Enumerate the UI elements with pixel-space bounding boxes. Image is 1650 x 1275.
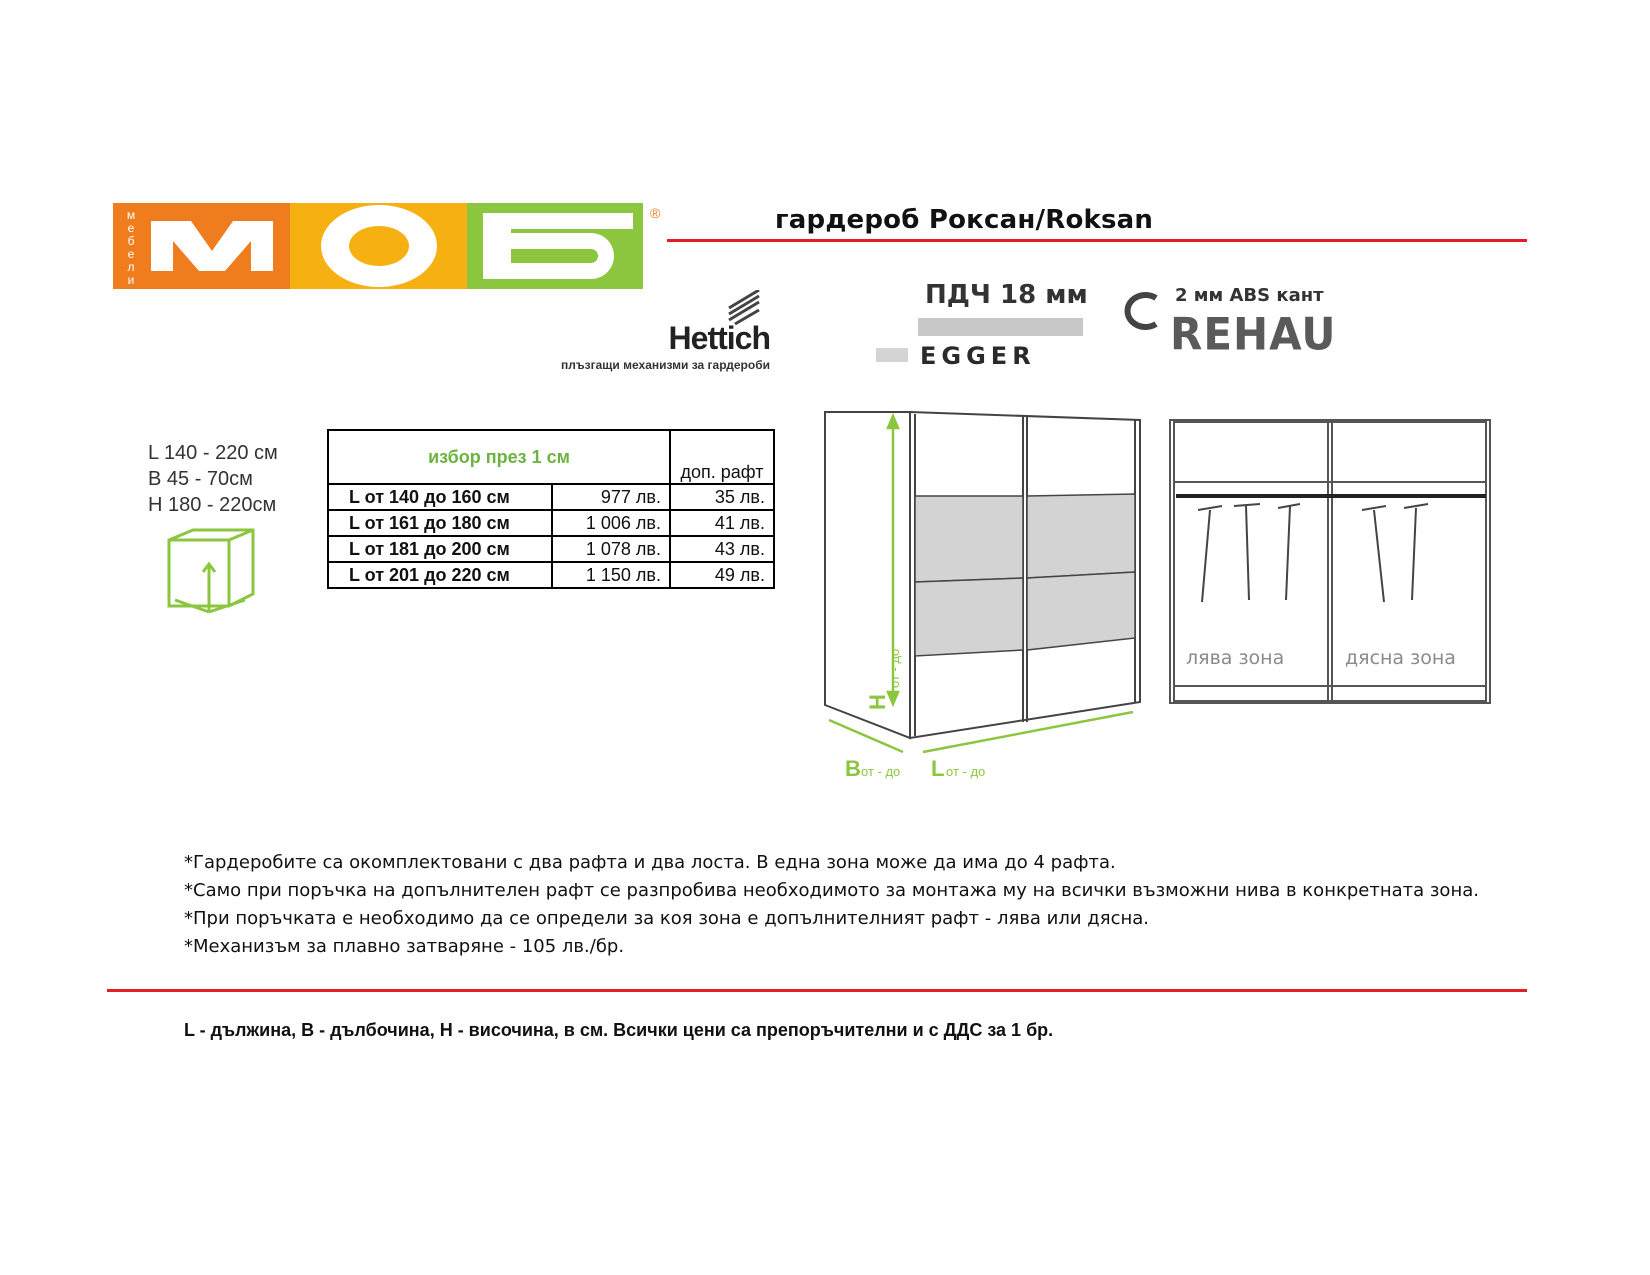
egger-e-mark [876, 348, 908, 362]
note-item: *Само при поръчка на допълнителен рафт се разпробива необходимото за монтажа му на всички възможни нива в конкретната зона. [184, 880, 1479, 901]
header-choice: избор през 1 см [328, 430, 670, 484]
table-row [328, 536, 774, 562]
row-price: 1 006 лв. [552, 510, 670, 536]
dimension-ranges [148, 440, 278, 518]
row-extra-shelf-price: 41 лв. [670, 510, 774, 536]
row-price: 1 150 лв. [552, 562, 670, 588]
row-length-range: L от 181 до 200 см [328, 536, 552, 562]
note-item: *При поръчката е необходимо да се определи за коя зона е допълнителният рафт - лява или дясна. [184, 908, 1149, 929]
hettich-name: Hettich [668, 320, 770, 356]
footer-divider [107, 989, 1527, 992]
note-item: *Гардеробите са окомплектовани с два рафта и два лоста. В една зона може да има до 4 рафта. [184, 852, 1116, 873]
dim-length: L 140 - 220 см [148, 442, 278, 464]
note-item: *Механизъм за плавно затваряне - 105 лв./бр. [184, 936, 625, 957]
right-zone-label: дясна зона [1345, 647, 1456, 669]
logo-letters-graphic [113, 203, 643, 289]
h-range-text: от - до [887, 648, 902, 688]
rehau-logo: REHAU [1170, 308, 1337, 361]
header-extra-shelf: доп. рафт [670, 430, 774, 484]
rehau-swirl-icon [1120, 290, 1164, 330]
row-length-range: L от 161 до 180 см [328, 510, 552, 536]
b-range-text: от - до [861, 764, 901, 779]
row-extra-shelf-price: 35 лв. [670, 484, 774, 510]
row-price: 977 лв. [552, 484, 670, 510]
b-axis-label: B [845, 756, 861, 781]
row-length-range: L от 201 до 220 см [328, 562, 552, 588]
row-length-range: L от 140 до 160 см [328, 484, 552, 510]
price-table [327, 429, 775, 589]
table-row [328, 562, 774, 588]
row-extra-shelf-price: 43 лв. [670, 536, 774, 562]
h-axis-label: H [865, 694, 890, 710]
footer-legend: L - дължина, В - дълбочина, Н - височина, в см. Всички цени са препоръчителни и с ДДС за 1 бр. [184, 1020, 1054, 1040]
l-axis-label: L [931, 756, 945, 781]
wardrobe-interior-diagram [1160, 410, 1500, 710]
cube-dimensions-icon [163, 528, 263, 620]
row-extra-shelf-price: 49 лв. [670, 562, 774, 588]
board-grey-bar [918, 318, 1083, 336]
table-header-row [328, 430, 774, 484]
registered-mark: ® [650, 205, 661, 221]
board-label: ПДЧ 18 мм [925, 280, 1088, 310]
mob-logo [113, 203, 643, 289]
dim-height: H 180 - 220см [148, 494, 277, 516]
hettich-logo [560, 290, 770, 380]
page-title: гардероб Роксан/Roksan [775, 205, 1154, 235]
l-range-text: от - до [946, 764, 986, 779]
hettich-subtitle: плъзгащи механизми за гардероби [561, 358, 770, 372]
egger-logo: EGGER [920, 342, 1036, 370]
notes [184, 849, 1479, 961]
table-row [328, 484, 774, 510]
row-price: 1 078 лв. [552, 536, 670, 562]
wardrobe-exterior-diagram [815, 400, 1155, 790]
edge-label: 2 мм ABS кант [1175, 285, 1324, 306]
table-row [328, 510, 774, 536]
left-zone-label: лява зона [1186, 647, 1285, 669]
logo-vertical-text: м е б е л и [126, 208, 136, 287]
dim-depth: B 45 - 70см [148, 468, 253, 490]
title-underline [667, 239, 1527, 242]
